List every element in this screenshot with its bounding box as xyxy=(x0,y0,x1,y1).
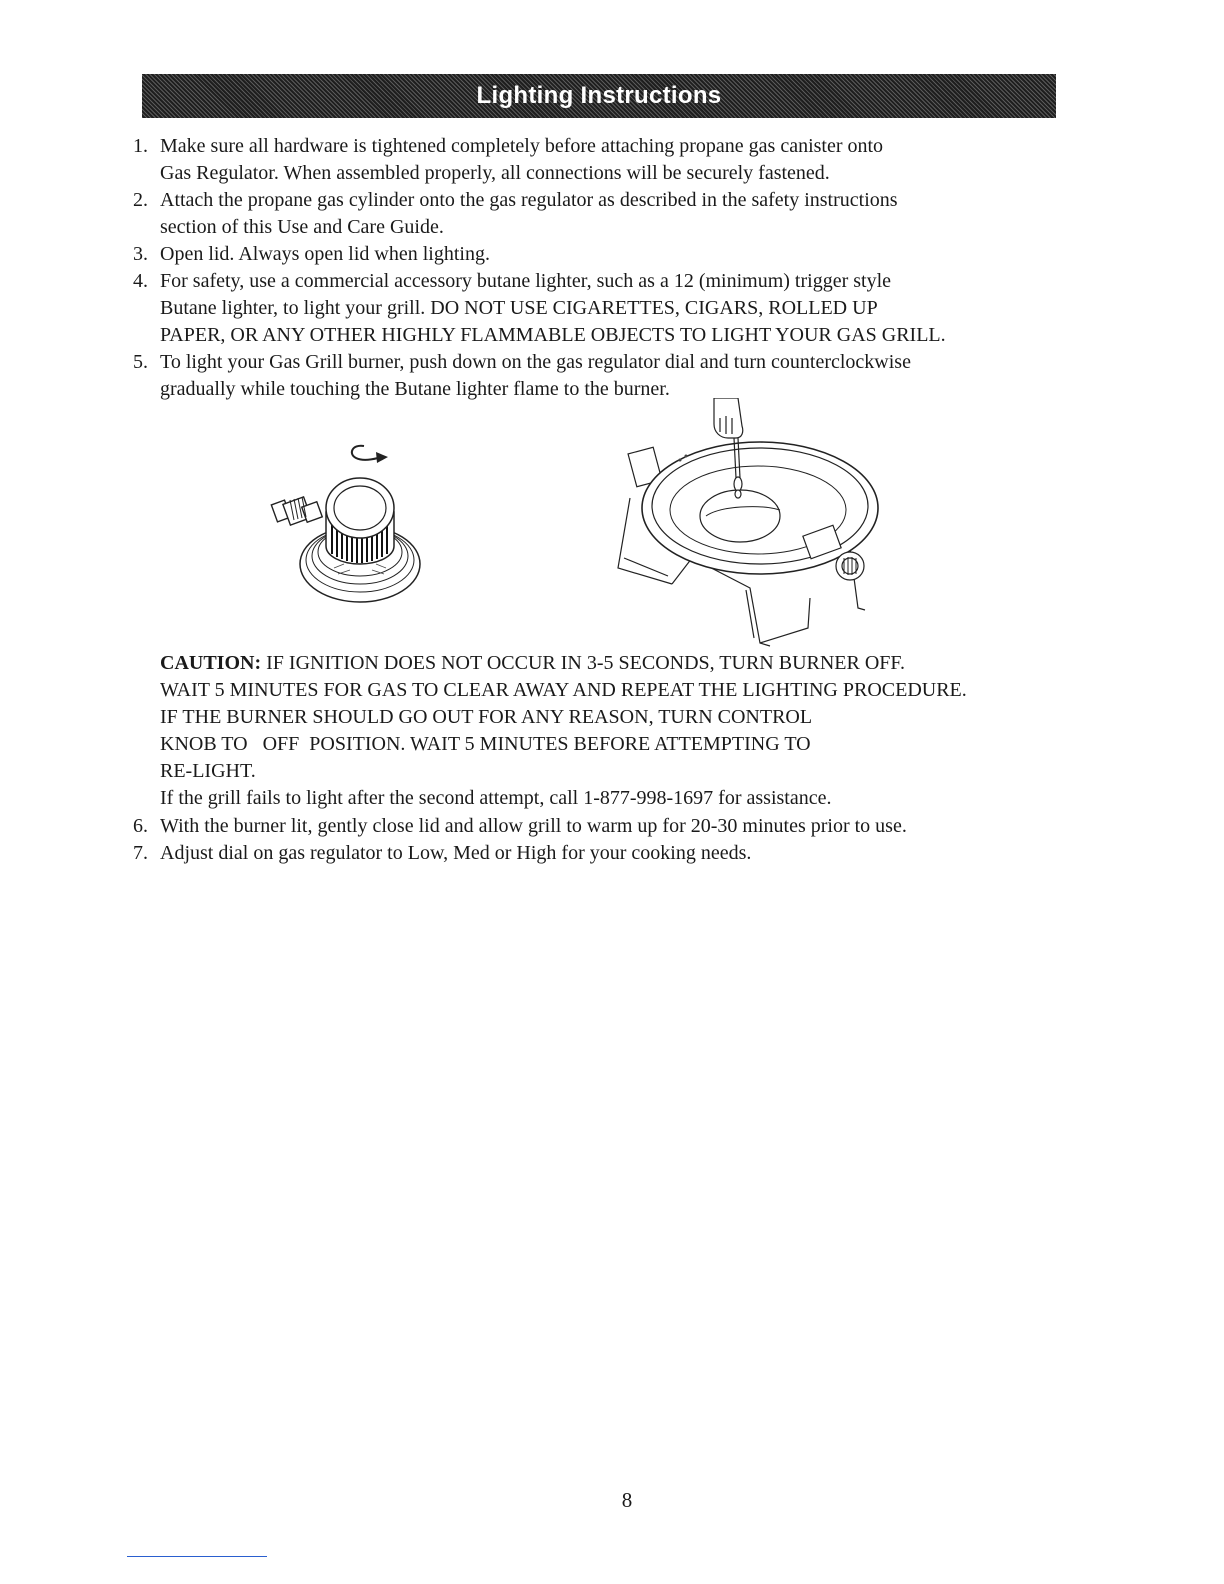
step-text-line: Butane lighter, to light your grill. DO NOT USE CIGARETTES, CIGARS, ROLLED UP xyxy=(160,297,878,319)
caution-block xyxy=(160,650,1080,812)
step-text-line: Open lid. Always open lid when lighting. xyxy=(160,243,490,265)
step-text-line: With the burner lit, gently close lid and allow grill to warm up for 20-30 minutes prior to use. xyxy=(160,815,907,837)
step-number: 3. xyxy=(133,243,148,265)
step-text-line: For safety, use a commercial accessory butane lighter, such as a 12 (minimum) trigger style xyxy=(160,270,892,292)
step-number: 2. xyxy=(133,189,148,211)
section-title: Lighting Instructions xyxy=(476,82,722,109)
caution-first-line xyxy=(160,650,1080,677)
step-text-line: section of this Use and Care Guide. xyxy=(160,216,444,238)
instruction-steps xyxy=(133,133,1073,403)
caution-text-line: WAIT 5 MINUTES FOR GAS TO CLEAR AWAY AND REPEAT THE LIGHTING PROCEDURE. xyxy=(160,679,967,701)
step-number: 4. xyxy=(133,270,148,292)
section-banner xyxy=(142,74,1056,118)
step-text-line: gradually while touching the Butane lighter flame to the burner. xyxy=(160,378,670,400)
step-text-line: Attach the propane gas cylinder onto the gas regulator as described in the safety instructions xyxy=(160,189,898,211)
grill-lighting-illustration xyxy=(610,398,880,653)
step-item xyxy=(133,840,1073,867)
step-text-line: Gas Regulator. When assembled properly, all connections will be securely fastened. xyxy=(160,162,830,184)
step-item xyxy=(133,349,1073,403)
step-item xyxy=(133,813,1073,840)
page-number: 8 xyxy=(621,1488,633,1512)
step-text-line: To light your Gas Grill burner, push down on the gas regulator dial and turn counterclockwise xyxy=(160,351,911,373)
caution-text-line: IF THE BURNER SHOULD GO OUT FOR ANY REASON, TURN CONTROL xyxy=(160,706,813,728)
instruction-steps-continued xyxy=(133,813,1073,867)
caution-text: IF IGNITION DOES NOT OCCUR IN 3-5 SECONDS, TURN BURNER OFF. xyxy=(261,652,905,674)
step-number: 6. xyxy=(133,815,148,837)
step-number: 5. xyxy=(133,351,148,373)
caution-label: CAUTION: xyxy=(160,652,262,674)
step-text-line: Adjust dial on gas regulator to Low, Med or High for your cooking needs. xyxy=(160,842,752,864)
step-text-line: PAPER, OR ANY OTHER HIGHLY FLAMMABLE OBJECTS TO LIGHT YOUR GAS GRILL. xyxy=(160,324,946,346)
step-number: 7. xyxy=(133,842,148,864)
step-item xyxy=(133,268,1073,349)
footer-rule xyxy=(127,1556,267,1557)
step-item xyxy=(133,241,1073,268)
caution-text-line: If the grill fails to light after the second attempt, call 1-877-998-1697 for assistance. xyxy=(160,787,832,809)
step-item xyxy=(133,187,1073,241)
caution-text-line: KNOB TO OFF POSITION. WAIT 5 MINUTES BEFORE ATTEMPTING TO xyxy=(160,733,811,755)
step-number: 1. xyxy=(133,135,148,157)
gas-regulator-illustration xyxy=(268,468,448,608)
caution-text-line: RE-LIGHT. xyxy=(160,760,256,782)
step-item xyxy=(133,133,1073,187)
step-text-line: Make sure all hardware is tightened completely before attaching propane gas canister onto xyxy=(160,135,884,157)
counterclockwise-arrow-icon xyxy=(342,440,392,470)
